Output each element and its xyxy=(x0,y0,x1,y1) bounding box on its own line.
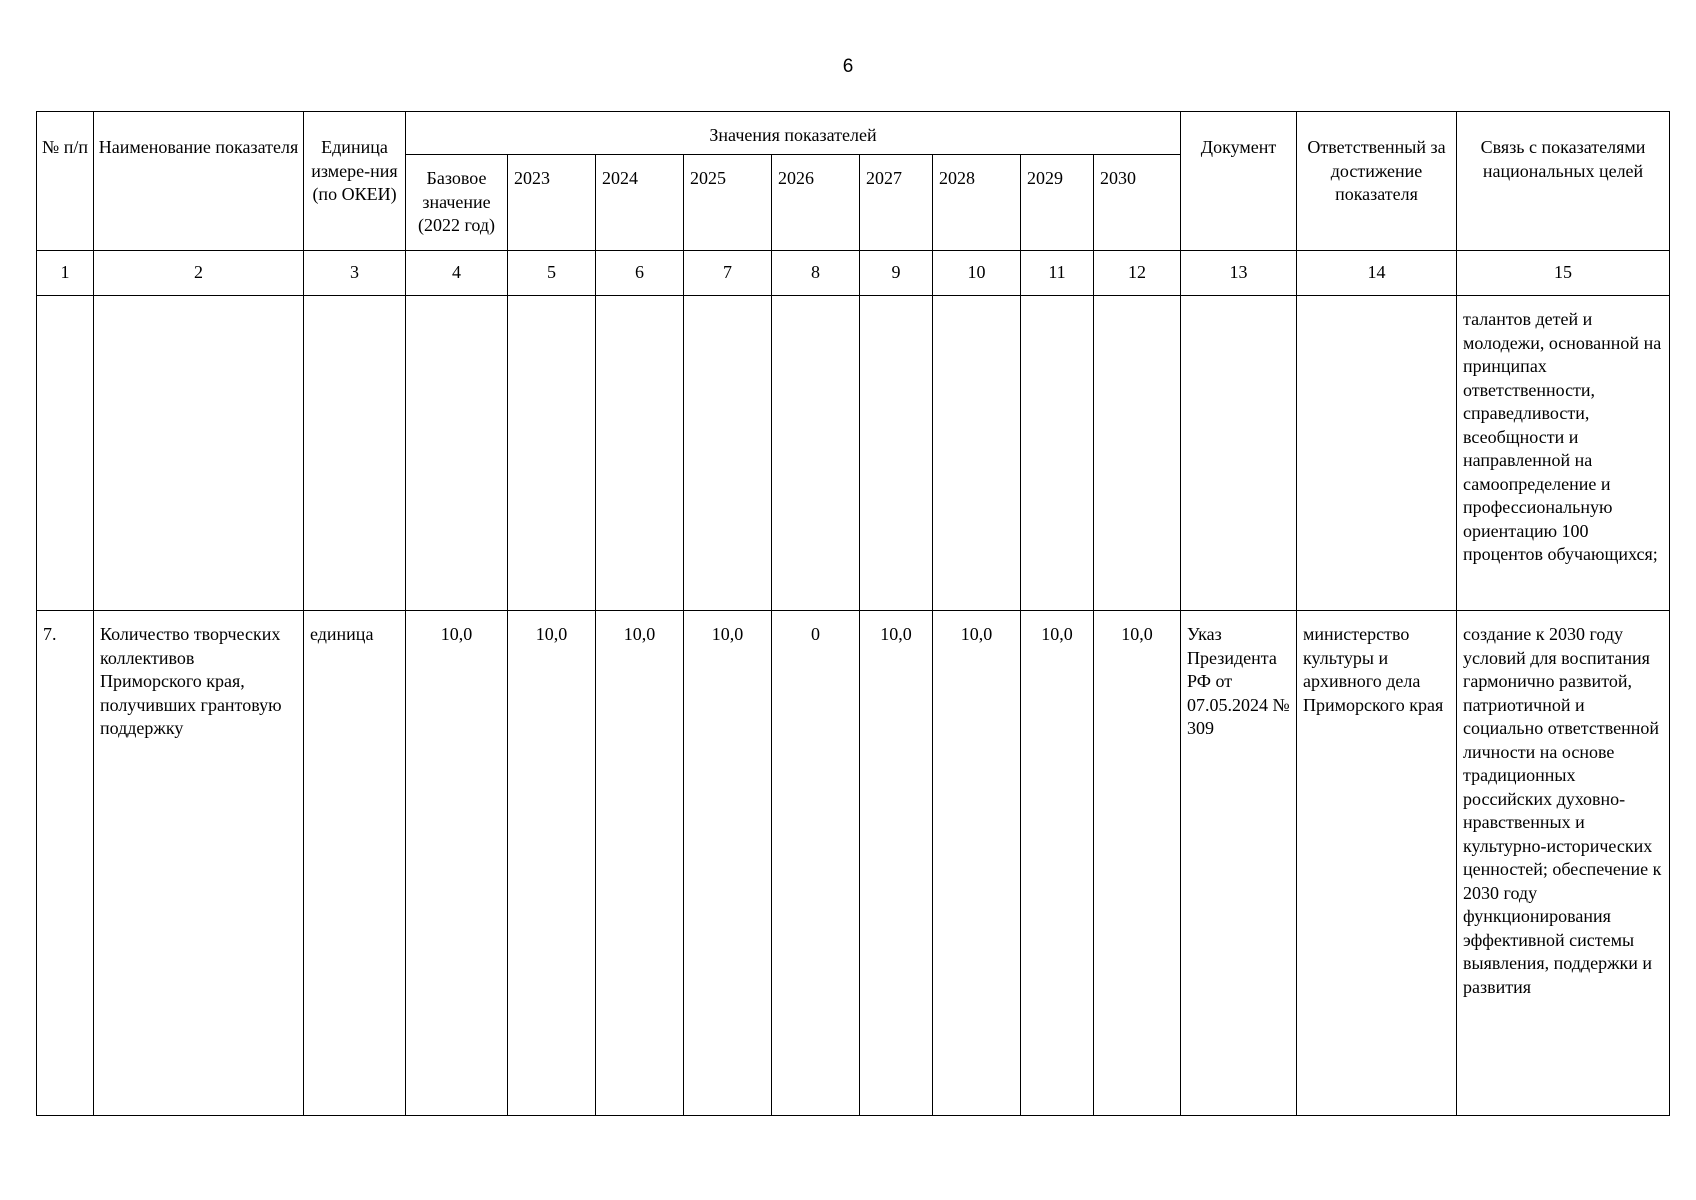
empty-cell xyxy=(860,296,933,611)
base-value: 10,0 xyxy=(406,611,508,1116)
responsible-cell: министерство культуры и архивного дела Приморского края xyxy=(1297,611,1457,1116)
empty-cell xyxy=(1094,296,1181,611)
column-number: 3 xyxy=(304,251,406,296)
header-year: 2025 xyxy=(684,155,772,251)
column-number: 5 xyxy=(508,251,596,296)
header-year: 2029 xyxy=(1021,155,1094,251)
column-number: 8 xyxy=(772,251,860,296)
column-number: 15 xyxy=(1457,251,1670,296)
year-value: 10,0 xyxy=(596,611,684,1116)
empty-cell xyxy=(1181,296,1297,611)
column-number: 1 xyxy=(37,251,94,296)
column-number: 13 xyxy=(1181,251,1297,296)
row-number: 7. xyxy=(37,611,94,1116)
column-number: 10 xyxy=(933,251,1021,296)
indicator-name: Количество творческих коллективов Приморского края, получивших грантовую поддержку xyxy=(94,611,304,1116)
continuation-row xyxy=(37,296,1670,611)
header-year: 2026 xyxy=(772,155,860,251)
empty-cell xyxy=(933,296,1021,611)
header-year: 2030 xyxy=(1094,155,1181,251)
column-numbers-row xyxy=(37,251,1670,296)
column-number: 4 xyxy=(406,251,508,296)
year-value: 10,0 xyxy=(933,611,1021,1116)
empty-cell xyxy=(508,296,596,611)
header-year: 2028 xyxy=(933,155,1021,251)
column-number: 7 xyxy=(684,251,772,296)
empty-cell xyxy=(684,296,772,611)
column-number: 2 xyxy=(94,251,304,296)
empty-cell xyxy=(37,296,94,611)
empty-cell xyxy=(94,296,304,611)
indicators-table xyxy=(36,111,1670,1116)
header-document: Документ xyxy=(1181,112,1297,251)
header-values-group: Значения показателей xyxy=(406,112,1181,155)
header-link: Связь с показателями национальных целей xyxy=(1457,112,1670,251)
column-number: 14 xyxy=(1297,251,1457,296)
empty-cell xyxy=(304,296,406,611)
header-row-top xyxy=(37,112,1670,155)
column-number: 12 xyxy=(1094,251,1181,296)
link-cell-continued: талантов детей и молодежи, основанной на принципах ответственности, справедливости, всеобщности и направленной на самоопределение и профессиональную ориентацию 100 процентов обучающихся; xyxy=(1457,296,1670,611)
header-name: Наименование показателя xyxy=(94,112,304,251)
empty-cell xyxy=(1297,296,1457,611)
year-value: 10,0 xyxy=(860,611,933,1116)
header-year: 2023 xyxy=(508,155,596,251)
year-value: 0 xyxy=(772,611,860,1116)
table-row xyxy=(37,611,1670,1116)
header-year: 2024 xyxy=(596,155,684,251)
document-cell: Указ Президента РФ от 07.05.2024 № 309 xyxy=(1181,611,1297,1116)
empty-cell xyxy=(406,296,508,611)
header-base: Базовое значение (2022 год) xyxy=(406,155,508,251)
year-value: 10,0 xyxy=(1094,611,1181,1116)
year-value: 10,0 xyxy=(1021,611,1094,1116)
column-number: 11 xyxy=(1021,251,1094,296)
header-responsible: Ответственный за достижение показателя xyxy=(1297,112,1457,251)
empty-cell xyxy=(596,296,684,611)
link-cell: создание к 2030 году условий для воспитания гармонично развитой, патриотичной и социально ответственной личности на основе традиционных российских духовно-нравственных и культурно-исторических ценностей; обеспечение к 2030 году функционирования эффективной системы выявления, поддержки и развития xyxy=(1457,611,1670,1116)
page-number: 6 xyxy=(842,56,854,77)
column-number: 9 xyxy=(860,251,933,296)
year-value: 10,0 xyxy=(684,611,772,1116)
indicator-unit: единица xyxy=(304,611,406,1116)
header-year: 2027 xyxy=(860,155,933,251)
year-value: 10,0 xyxy=(508,611,596,1116)
empty-cell xyxy=(1021,296,1094,611)
empty-cell xyxy=(772,296,860,611)
header-unit: Единица измере-ния (по ОКЕИ) xyxy=(304,112,406,251)
header-no: № п/п xyxy=(37,112,94,251)
column-number: 6 xyxy=(596,251,684,296)
